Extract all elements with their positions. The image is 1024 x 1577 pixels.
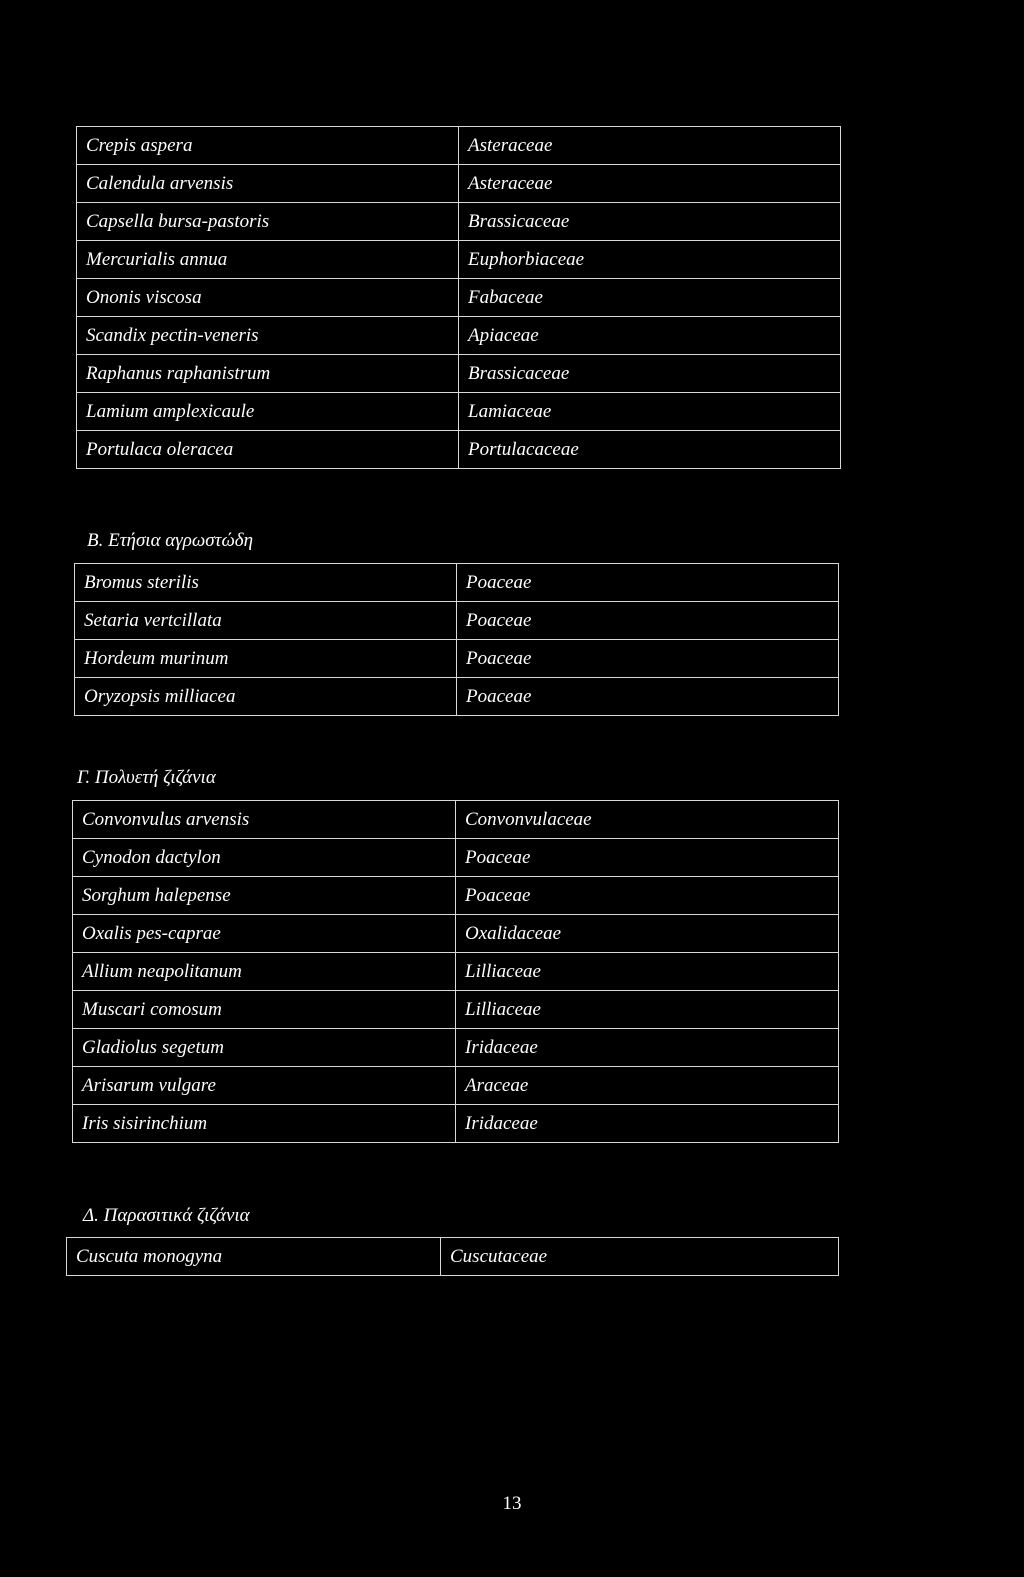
species-cell: Bromus sterilis xyxy=(75,564,457,602)
section-heading-perennial-weeds: Γ. Πολυετή ζιζάνια xyxy=(77,767,216,788)
family-cell: Asteraceae xyxy=(459,165,841,203)
family-cell: Fabaceae xyxy=(459,279,841,317)
table-row xyxy=(73,801,839,839)
table-row xyxy=(77,317,841,355)
species-cell: Crepis aspera xyxy=(77,127,459,165)
table-row xyxy=(77,393,841,431)
table-row xyxy=(73,1029,839,1067)
table-row xyxy=(77,241,841,279)
family-cell: Araceae xyxy=(456,1067,839,1105)
family-cell: Poaceae xyxy=(457,602,839,640)
species-cell: Calendula arvensis xyxy=(77,165,459,203)
species-cell: Capsella bursa-pastoris xyxy=(77,203,459,241)
species-cell: Arisarum vulgare xyxy=(73,1067,456,1105)
table-annual-grasses xyxy=(74,563,839,716)
table-parasitic-weeds xyxy=(66,1237,839,1276)
table-b-body xyxy=(75,564,839,716)
table-perennial-weeds xyxy=(72,800,839,1143)
family-cell: Poaceae xyxy=(457,640,839,678)
family-cell: Iridaceae xyxy=(456,1029,839,1067)
species-cell: Scandix pectin-veneris xyxy=(77,317,459,355)
species-cell: Setaria vertcillata xyxy=(75,602,457,640)
family-cell: Oxalidaceae xyxy=(456,915,839,953)
table-c-body xyxy=(73,801,839,1143)
table-row xyxy=(77,279,841,317)
species-cell: Oxalis pes-caprae xyxy=(73,915,456,953)
species-cell: Hordeum murinum xyxy=(75,640,457,678)
page-number: 13 xyxy=(502,1493,522,1514)
table-row xyxy=(67,1238,839,1276)
family-cell: Poaceae xyxy=(456,839,839,877)
family-cell: Poaceae xyxy=(457,564,839,602)
family-cell: Apiaceae xyxy=(459,317,841,355)
family-cell: Brassicaceae xyxy=(459,203,841,241)
table-row xyxy=(75,602,839,640)
species-cell: Muscari comosum xyxy=(73,991,456,1029)
species-cell: Iris sisirinchium xyxy=(73,1105,456,1143)
species-cell: Lamium amplexicaule xyxy=(77,393,459,431)
table-row xyxy=(73,991,839,1029)
species-cell: Portulaca oleracea xyxy=(77,431,459,469)
table-row xyxy=(75,678,839,716)
family-cell: Iridaceae xyxy=(456,1105,839,1143)
table-row xyxy=(73,877,839,915)
species-cell: Sorghum halepense xyxy=(73,877,456,915)
table-row xyxy=(77,355,841,393)
species-cell: Cynodon dactylon xyxy=(73,839,456,877)
table-row xyxy=(73,953,839,991)
table-row xyxy=(73,1105,839,1143)
species-cell: Allium neapolitanum xyxy=(73,953,456,991)
family-cell: Convonvulaceae xyxy=(456,801,839,839)
family-cell: Lilliaceae xyxy=(456,953,839,991)
section-heading-parasitic-weeds: Δ. Παρασιτικά ζιζάνια xyxy=(83,1205,250,1226)
family-cell: Poaceae xyxy=(456,877,839,915)
species-cell: Raphanus raphanistrum xyxy=(77,355,459,393)
species-cell: Convonvulus arvensis xyxy=(73,801,456,839)
table-row xyxy=(75,640,839,678)
table-row xyxy=(77,165,841,203)
table-row xyxy=(73,1067,839,1105)
family-cell: Poaceae xyxy=(457,678,839,716)
species-cell: Oryzopsis milliacea xyxy=(75,678,457,716)
family-cell: Lamiaceae xyxy=(459,393,841,431)
species-cell: Gladiolus segetum xyxy=(73,1029,456,1067)
section-heading-annual-grasses: Β. Ετήσια αγρωστώδη xyxy=(87,530,253,551)
species-cell: Cuscuta monogyna xyxy=(67,1238,441,1276)
species-cell: Ononis viscosa xyxy=(77,279,459,317)
family-cell: Lilliaceae xyxy=(456,991,839,1029)
family-cell: Portulacaceae xyxy=(459,431,841,469)
table-row xyxy=(77,203,841,241)
table-row xyxy=(77,431,841,469)
table-row xyxy=(73,839,839,877)
table-row xyxy=(73,915,839,953)
family-cell: Cuscutaceae xyxy=(441,1238,839,1276)
table-d-body xyxy=(67,1238,839,1276)
table-a-body xyxy=(77,127,841,469)
species-cell: Mercurialis annua xyxy=(77,241,459,279)
family-cell: Euphorbiaceae xyxy=(459,241,841,279)
table-row xyxy=(77,127,841,165)
table-row xyxy=(75,564,839,602)
family-cell: Brassicaceae xyxy=(459,355,841,393)
family-cell: Asteraceae xyxy=(459,127,841,165)
table-annual-broadleaf-weeds xyxy=(76,126,841,469)
